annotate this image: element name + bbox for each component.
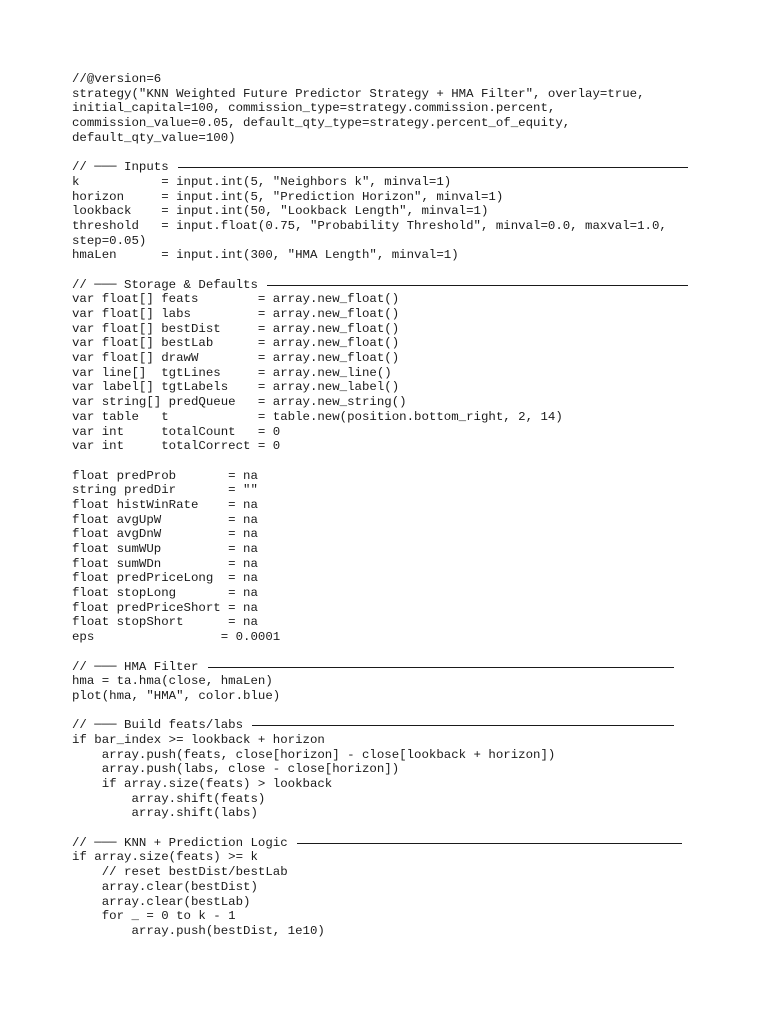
code-line: commission_value=0.05, default_qty_type=strategy.percent_of_equity, <box>72 116 571 131</box>
code-line: if array.size(feats) >= k <box>72 850 258 865</box>
code-line: var float[] bestDist = array.new_float() <box>72 321 400 336</box>
code-line: float stopShort = na <box>72 615 258 630</box>
code-line: float sumWUp = na <box>72 542 258 556</box>
code-line: horizon = input.int(5, "Prediction Horizon", minval=1) <box>72 189 504 204</box>
section-header-line <box>72 718 702 733</box>
code-line: float histWinRate = na <box>72 497 258 512</box>
code-line: float avgUpW = na <box>72 512 258 527</box>
code-line: eps = 0.0001 <box>72 630 281 645</box>
section-divider-rule <box>208 667 674 668</box>
section-divider-rule <box>252 725 674 726</box>
code-line: string predDir = "" <box>72 483 258 498</box>
section-header-text: // ─── Build feats/labs <box>72 718 251 733</box>
code-line: // reset bestDist/bestLab <box>72 865 288 880</box>
code-line: array.push(bestDist, 1e10) <box>72 923 325 938</box>
code-line: initial_capital=100, commission_type=strategy.commission.percent, <box>72 101 556 116</box>
code-line: var float[] labs = array.new_float() <box>72 307 400 321</box>
code-line: var line[] tgtLines = array.new_line() <box>72 365 392 380</box>
code-line: lookback = input.int(50, "Lookback Length", minval=1) <box>72 204 489 219</box>
code-line: var float[] feats = array.new_float() <box>72 292 400 307</box>
code-line: array.shift(labs) <box>72 806 258 821</box>
section-divider-rule <box>267 285 688 286</box>
blank-line <box>72 263 702 278</box>
code-line: k = input.int(5, "Neighbors k", minval=1) <box>72 174 452 189</box>
code-line: var int totalCorrect = 0 <box>72 439 281 454</box>
code-line: float sumWDn = na <box>72 556 258 571</box>
code-line: for _ = 0 to k - 1 <box>72 909 236 924</box>
blank-line <box>72 145 702 160</box>
code-line: var table t = table.new(position.bottom_right, 2, 14) <box>72 409 563 424</box>
code-line: step=0.05) <box>72 233 147 248</box>
code-line: float stopLong = na <box>72 586 258 601</box>
section-header-line <box>72 836 702 851</box>
code-line: hma = ta.hma(close, hmaLen) <box>72 674 273 689</box>
section-divider-rule <box>178 167 688 168</box>
code-line: var label[] tgtLabels = array.new_label() <box>72 380 400 395</box>
section-header-line <box>72 278 702 293</box>
code-line: float predProb = na <box>72 468 258 483</box>
code-line: array.shift(feats) <box>72 791 266 806</box>
code-line: var float[] bestLab = array.new_float() <box>72 336 400 351</box>
section-header-text: // ─── KNN + Prediction Logic <box>72 835 296 850</box>
code-line: var float[] drawW = array.new_float() <box>72 351 400 366</box>
section-header-line <box>72 160 702 175</box>
code-line: if array.size(feats) > lookback <box>72 777 333 791</box>
code-line: default_qty_value=100) <box>72 130 236 145</box>
section-header-text: // ─── Inputs <box>72 160 177 175</box>
section-header-line <box>72 660 702 675</box>
code-line: hmaLen = input.int(300, "HMA Length", minval=1) <box>72 248 459 263</box>
blank-line <box>72 704 702 719</box>
blank-line <box>72 821 702 836</box>
section-divider-rule <box>297 843 682 844</box>
code-line: //@version=6 <box>72 72 162 86</box>
blank-line <box>72 454 702 469</box>
code-line: array.push(labs, close - close[horizon]) <box>72 762 400 777</box>
section-header-text: // ─── Storage & Defaults <box>72 277 266 292</box>
blank-line <box>72 645 702 660</box>
code-line: strategy("KNN Weighted Future Predictor Strategy + HMA Filter", overlay=true, <box>72 86 645 101</box>
code-line: threshold = input.float(0.75, "Probability Threshold", minval=0.0, maxval=1.0, <box>72 218 667 233</box>
code-line: var int totalCount = 0 <box>72 424 281 439</box>
code-line: float avgDnW = na <box>72 527 258 542</box>
code-line: plot(hma, "HMA", color.blue) <box>72 688 281 703</box>
code-line: float predPriceLong = na <box>72 571 258 586</box>
code-block <box>72 72 702 939</box>
code-line: var string[] predQueue = array.new_string() <box>72 395 407 410</box>
code-line: if bar_index >= lookback + horizon <box>72 732 325 747</box>
code-line: float predPriceShort = na <box>72 600 258 615</box>
code-line: array.clear(bestDist) <box>72 879 258 894</box>
code-line: array.clear(bestLab) <box>72 894 251 909</box>
code-line: array.push(feats, close[horizon] - close[lookback + horizon]) <box>72 747 556 762</box>
section-header-text: // ─── HMA Filter <box>72 659 206 674</box>
